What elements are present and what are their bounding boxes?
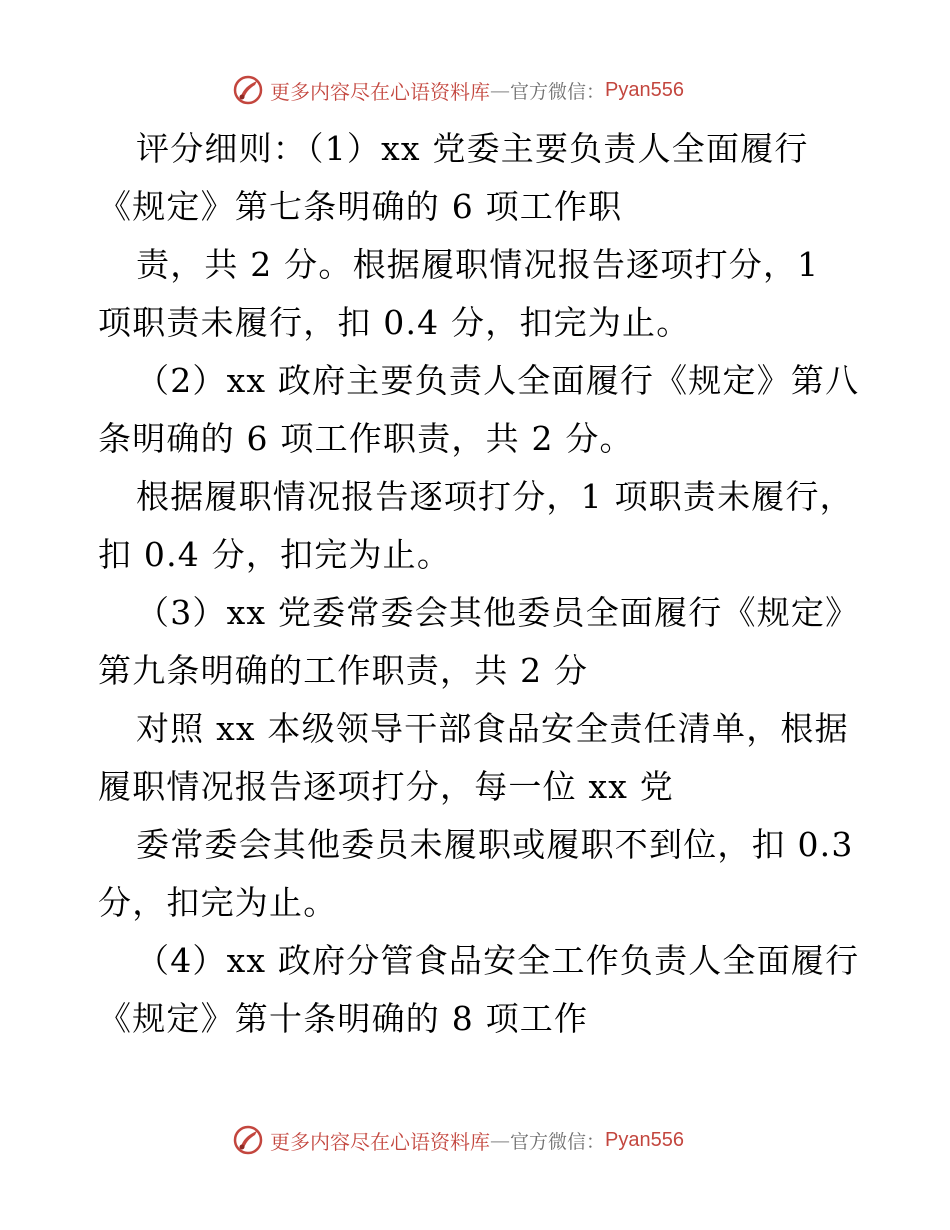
banner-main-text: 更多内容尽在心语资料库 bbox=[270, 1129, 490, 1154]
banner-wechat-id: Pyan556 bbox=[605, 78, 684, 101]
banner-dash: — bbox=[490, 1128, 510, 1152]
text-line: 对照 xx 本级领导干部食品安全责任清单，根据 bbox=[136, 709, 849, 748]
footer-banner bbox=[232, 1122, 684, 1158]
text-line: 扣 0.4 分，扣完为止。 bbox=[98, 535, 452, 574]
text-line: （3）xx 党委常委会其他委员全面履行《规定》 bbox=[136, 593, 860, 632]
brush-logo-icon bbox=[232, 74, 264, 106]
text-line: 委常委会其他委员未履职或履职不到位，扣 0.3 bbox=[136, 825, 854, 864]
text-line: （2）xx 政府主要负责人全面履行《规定》第八 bbox=[136, 361, 860, 400]
text-line: 第九条明确的工作职责，共 2 分 bbox=[98, 651, 589, 690]
text-line: 《规定》第七条明确的 6 项工作职 bbox=[98, 187, 623, 226]
text-line: 《规定》第十条明确的 8 项工作 bbox=[98, 999, 589, 1038]
text-line: 履职情况报告逐项打分，每一位 xx 党 bbox=[98, 767, 675, 806]
text-line: 责，共 2 分。根据履职情况报告逐项打分，1 bbox=[136, 245, 820, 284]
banner-main-text: 更多内容尽在心语资料库 bbox=[270, 79, 490, 104]
banner-label: 官方微信： bbox=[510, 1130, 606, 1153]
banner-label: 官方微信： bbox=[510, 80, 606, 103]
header-banner bbox=[232, 72, 684, 108]
text-line: （4）xx 政府分管食品安全工作负责人全面履行 bbox=[136, 941, 860, 980]
text-line: 条明确的 6 项工作职责，共 2 分。 bbox=[98, 419, 634, 458]
document-body bbox=[98, 120, 858, 1048]
banner-wechat-id: Pyan556 bbox=[605, 1128, 684, 1151]
text-line: 根据履职情况报告逐项打分，1 项职责未履行， bbox=[136, 477, 854, 516]
banner-dash: — bbox=[490, 78, 510, 102]
text-line: 评分细则：（1）xx 党委主要负责人全面履行 bbox=[136, 129, 809, 168]
text-line: 分，扣完为止。 bbox=[98, 883, 338, 922]
text-line: 项职责未履行，扣 0.4 分，扣完为止。 bbox=[98, 303, 691, 342]
brush-logo-icon bbox=[232, 1124, 264, 1156]
